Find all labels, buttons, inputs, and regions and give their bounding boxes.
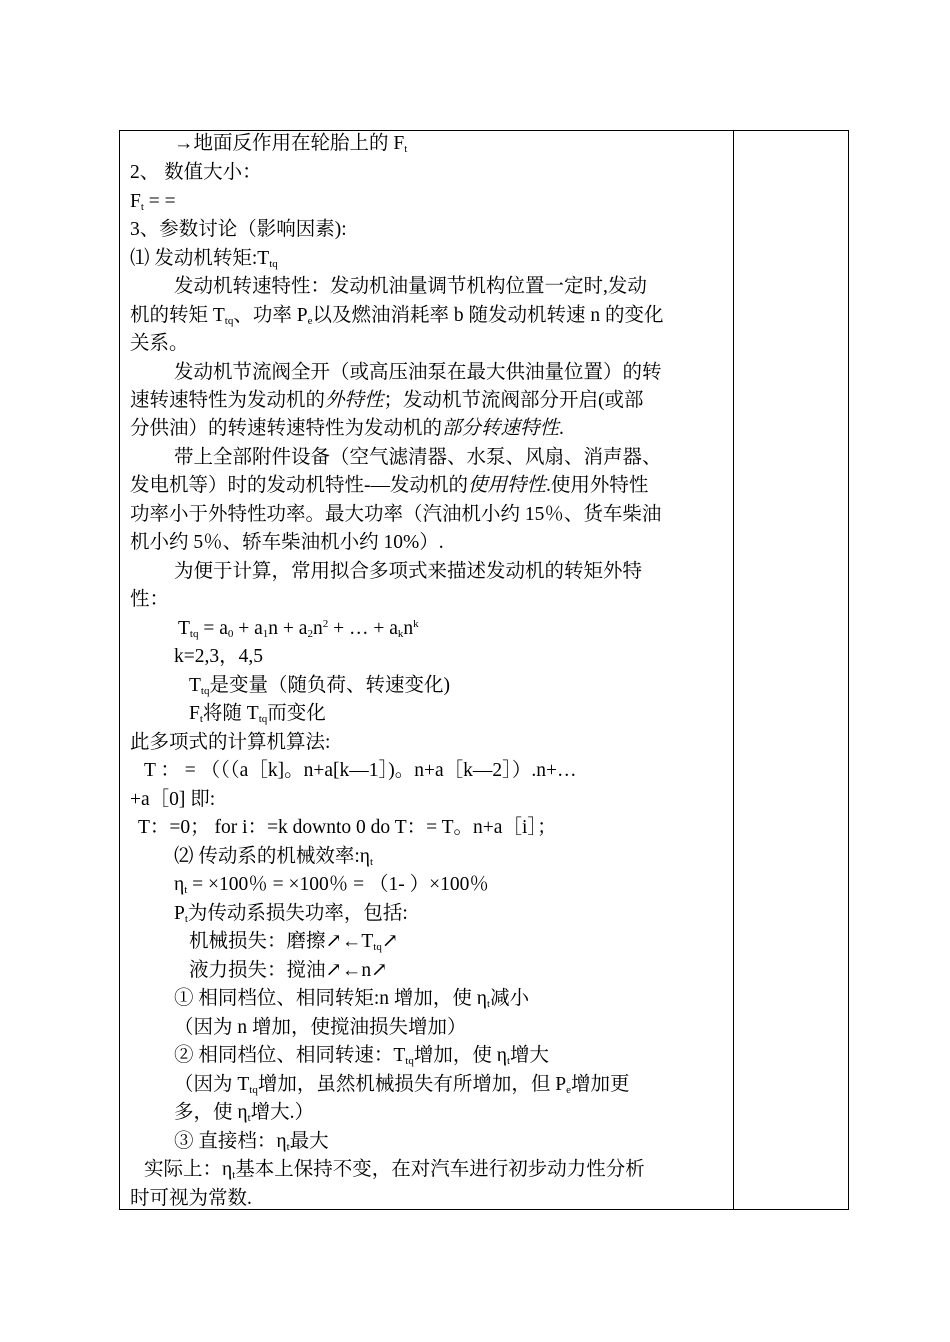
text-line-36: ③ 直接档：$\eta_t$最大 [174, 1131, 329, 1153]
text-line-14: 功率小于外特性功率。最大功率（汽油机小约 15％、货车柴油 [130, 504, 662, 525]
efficiency-formula: $\eta_t = \times 100$％ = ×100％ = （1- ）×100％ [174, 874, 489, 896]
text-line-4: 3、参数讨论（影响因素): [130, 219, 347, 240]
table-side-cell [734, 131, 850, 1209]
text-line-1: →地面反作用在轮胎上的 $F_t$ [174, 133, 408, 155]
text-line-11: 分供油）的转速转速特性为发动机的部分转速特性. [130, 418, 564, 439]
text-line-10: 速转速特性为发动机的外特性；发动机节流阀部分开启(或部 [130, 390, 644, 411]
text-line-38: 时可视为常数. [130, 1188, 252, 1209]
algorithm-line-3: T：=0； for i：=k downto 0 do T：= T。n+a［i］； [138, 817, 557, 838]
text-line-35: 多，使 $\eta_t$增大.） [174, 1102, 315, 1124]
text-line-21: $F_t$将随 $T_{tq}$而变化 [189, 703, 326, 725]
text-line-34: （因为 $T_{tq}$增加，虽然机械损失有所增加，但 $P_e$增加更 [174, 1074, 630, 1096]
text-line-30: 液力损失：搅油↗←n↗ [189, 960, 388, 981]
text-line-26: ⑵ 传动系的机械效率$:\eta_t$ [174, 846, 374, 868]
text-line-31: ① 相同档位、相同转矩:n 增加，使 $\eta_t$减小 [174, 988, 530, 1010]
text-line-9: 发动机节流阀全开（或高压油泵在最大供油量位置）的转 [174, 362, 662, 383]
text-line-17: 性： [130, 589, 170, 610]
text-line-19: k=2,3，4,5 [174, 646, 263, 667]
text-line-6: 发动机转速特性：发动机油量调节机构位置一定时,发动 [174, 276, 647, 297]
text-line-2: 2、 数值大小： [130, 162, 262, 183]
text-line-33: ② 相同档位、相同转速：$T_{tq}$增加，使 $\eta_t$增大 [174, 1045, 550, 1067]
text-line-13: 发电机等）时的发动机特性-—发动机的使用特性.使用外特性 [130, 475, 649, 496]
text-line-7: 机的转矩 $T_{tq}$、功率 $P_e$以及燃油消耗率 b 随发动机转速 n 的变化 [130, 305, 664, 327]
text-line-32: （因为 n 增加，使搅油损失增加） [174, 1017, 467, 1038]
text-line-16: 为便于计算，常用拟合多项式来描述发动机的转矩外特 [174, 561, 643, 582]
column-divider [733, 130, 734, 1210]
text-line-8: 关系。 [130, 333, 189, 354]
text-line-20: $T_{tq}$是变量（随负荷、转速变化) [189, 675, 450, 697]
algorithm-line-1: T ： = （（（a［k]。n+a[k—1］)。n+a［k—2］）.n+… [144, 760, 577, 781]
polynomial-formula: $T_{tq} = a_0 + a_1n + a_2n^2$ + … + $a_kn^k$ [178, 618, 419, 640]
text-line-12: 带上全部附件设备（空气滤清器、水泵、风扇、消声器、 [174, 447, 662, 468]
text-line-3: $F_t$ = = [130, 191, 176, 213]
text-line-15: 机小约 5％、轿车柴油机小约 10%）. [130, 532, 444, 553]
algorithm-line-2: +a［0] 即: [130, 789, 216, 810]
text-line-5: ⑴ 发动机转矩$:T_{tq}$ [130, 248, 278, 270]
text-line-28: $P_t$为传动系损失功率，包括: [174, 903, 408, 925]
text-line-37: 实际上：$\eta_t$基本上保持不变，在对汽车进行初步动力性分析 [144, 1159, 645, 1181]
text-line-29: 机械损失：磨擦$↗\leftarrow T_{tq}↗$ [189, 931, 399, 953]
text-line-22: 此多项式的计算机算法: [130, 732, 331, 753]
